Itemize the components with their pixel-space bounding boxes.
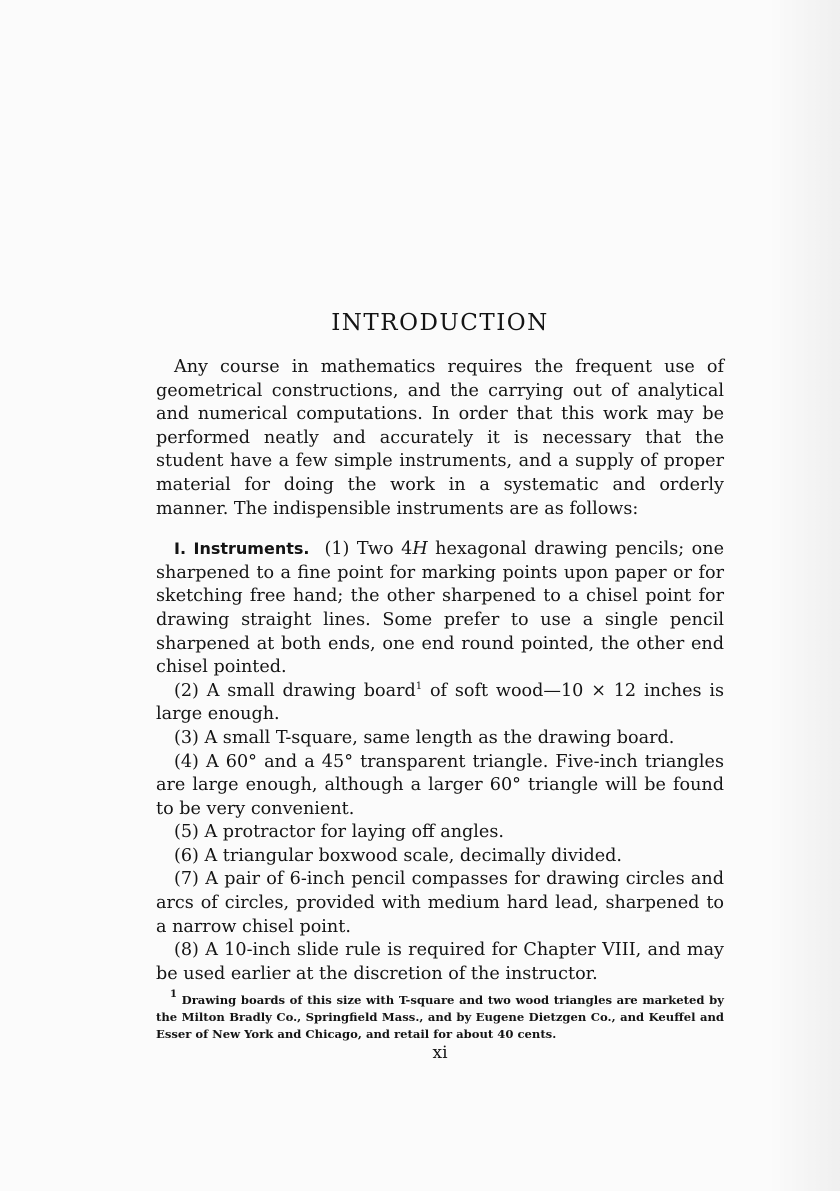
item2-text-a: (2) A small drawing board — [174, 680, 416, 701]
footnote-reference: 1 — [415, 680, 423, 692]
item1-text-c: hexagonal drawing pencils; one sharpened to a fine point for marking points upon paper or for sketching free hand; the other sharpened to a chisel point for drawing straight lines. Some prefer to use a single pencil sharpened at both ends, one end round pointed, the other end chisel pointed. — [156, 539, 724, 678]
item1-text-b: H — [412, 539, 428, 560]
section-heading: I. Instruments. — [174, 539, 310, 559]
item1-text-a: (1) Two 4 — [324, 539, 413, 560]
instruments-item-6: (6) A triangular boxwood scale, decimally divided. — [174, 845, 623, 866]
intro-paragraph: Any course in mathematics requires the frequent use of geometrical constructions, and the carrying out of analytical and numerical computations. In order that this work may be performed neatly and accurately it is necessary that the student have a few simple instruments, and a supply of proper material for doing the work in a systematic and orderly manner. The indispensible instruments are as follows: — [156, 357, 724, 519]
page-number: xi — [432, 1043, 448, 1064]
page-edge-shadow — [770, 0, 840, 1191]
instruments-item-1 — [156, 537, 724, 680]
instruments-item-7: (7) A pair of 6-inch pencil compasses for drawing circles and arcs of circles, provided with medium hard lead, sharpened to a narrow chisel point. — [156, 869, 724, 937]
page-body — [156, 308, 724, 1063]
page-title: INTRODUCTION — [331, 310, 549, 336]
footnotes — [156, 989, 724, 1043]
instruments-item-2 — [156, 680, 724, 727]
footnote-text: Drawing boards of this size with T-square and two wood triangles are marketed by the Milton Bradly Co., Springfield Mass., and by Eugene Dietzgen Co., and Keuffel and Esser of New York and Chicago, and retail for about 40 cents. — [156, 993, 724, 1042]
footnote-mark: 1 — [170, 989, 177, 1001]
footnote-1 — [156, 989, 724, 1043]
instruments-item-8: (8) A 10-inch slide rule is required for Chapter VIII, and may be used earlier at the discretion of the instructor. — [156, 940, 724, 984]
instruments-item-4: (4) A 60° and a 45° transparent triangle. Five-inch triangles are large enough, although a larger 60° triangle will be found to be very convenient. — [156, 751, 724, 819]
instruments-item-5: (5) A protractor for laying off angles. — [174, 822, 504, 843]
instruments-item-3: (3) A small T-square, same length as the drawing board. — [174, 727, 675, 748]
item2-text-b: of soft wood—10 × 12 inches is large enough. — [156, 680, 724, 725]
